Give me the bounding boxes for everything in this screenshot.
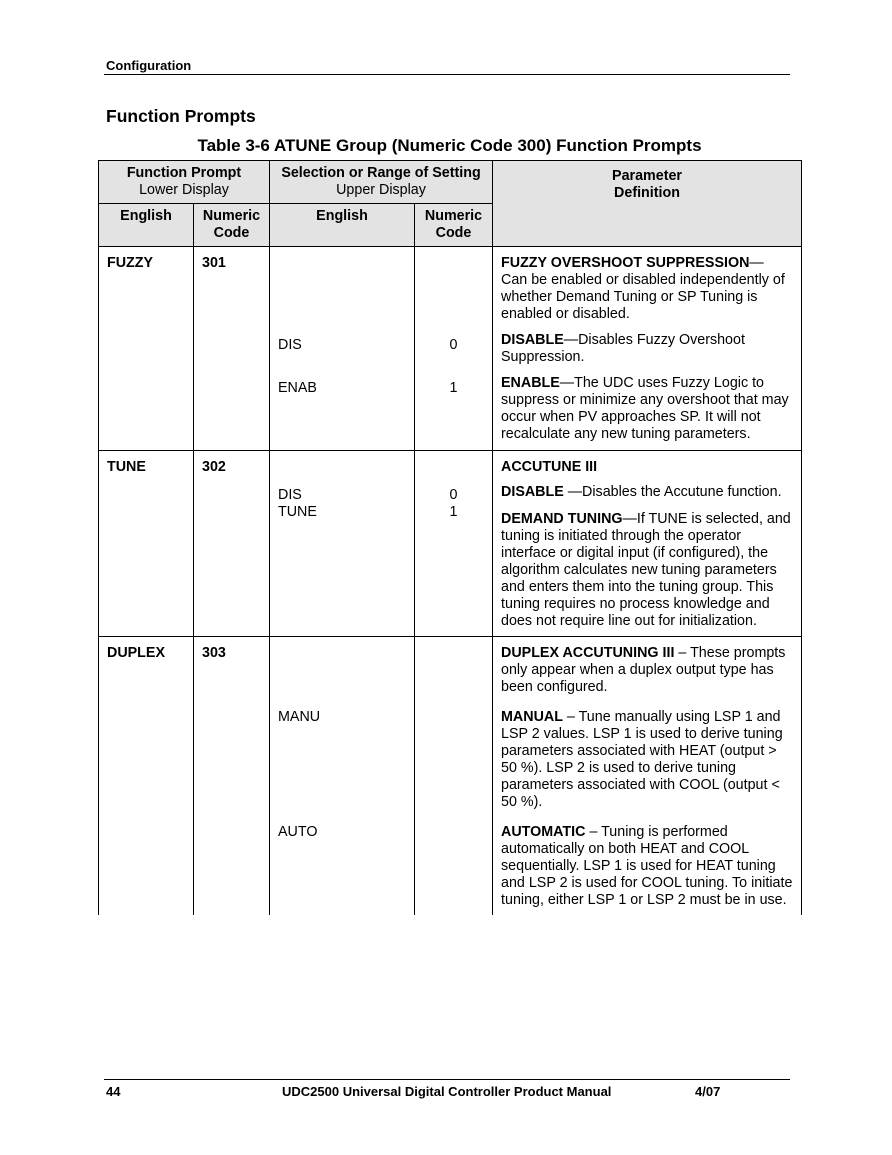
header-parameter-definition: Parameter Definition <box>493 161 802 247</box>
footer-rule <box>104 1079 790 1080</box>
header-rule <box>104 74 790 75</box>
definition: ENABLE—The UDC uses Fuzzy Logic to suppress or minimize any overshoot that may occur when PV approaches SP. It will not recalculate any new tuning parameters. <box>493 370 802 451</box>
definition: FUZZY OVERSHOOT SUPPRESSION— Can be enabled or disabled independently of whether Demand Tuning or SP Tuning is enabled or disabled. <box>493 247 802 328</box>
table-row <box>99 700 802 815</box>
option-code: 0 <box>415 327 493 370</box>
section-title: Function Prompts <box>106 106 256 126</box>
table-row <box>99 480 802 637</box>
definition: DISABLE—Disables Fuzzy Overshoot Suppression. <box>493 327 802 370</box>
prompt-name: DUPLEX <box>99 637 194 701</box>
prompt-name: FUZZY <box>99 247 194 328</box>
footer-date: 4/07 <box>695 1084 721 1099</box>
header-english-upper: English <box>270 204 415 247</box>
table-title: Table 3-6 ATUNE Group (Numeric Code 300) Function Prompts <box>197 136 702 155</box>
footer-title: UDC2500 Universal Digital Controller Product Manual <box>282 1084 612 1099</box>
table-row <box>99 451 802 481</box>
definition: MANUAL – Tune manually using LSP 1 and LSP 2 values. LSP 1 is used to derive tuning parameters associated with HEAT (output > 50 %). LSP 2 is used to derive tuning parameters associated with COOL (output < 50 %). <box>493 700 802 815</box>
header-selection: Selection or Range of Setting Upper Display <box>270 161 493 204</box>
header-function-prompt: Function Prompt Lower Display <box>99 161 270 204</box>
definition: AUTOMATIC – Tuning is performed automatically on both HEAT and COOL sequentially. LSP 1 is used for HEAT tuning and LSP 2 is used for COOL tuning. To initiate tuning, either LSP 1 or LSP 2 must be in use. <box>493 815 802 915</box>
option-code: 1 <box>415 370 493 451</box>
definition: DUPLEX ACCUTUNING III – These prompts only appear when a duplex output type has been configured. <box>493 637 802 701</box>
prompt-code: 303 <box>194 637 270 701</box>
option-english: DIS TUNE <box>270 480 415 637</box>
option-code: 0 1 <box>415 480 493 637</box>
table-row <box>99 637 802 701</box>
option-english: ENAB <box>270 370 415 451</box>
definition: ACCUTUNE III <box>493 451 802 481</box>
prompt-name: TUNE <box>99 451 194 481</box>
atune-table <box>98 160 802 915</box>
running-header: Configuration <box>106 58 192 73</box>
option-english: AUTO <box>270 815 415 915</box>
header-english-lower: English <box>99 204 194 247</box>
header-numeric-lower: Numeric Code <box>194 204 270 247</box>
table-row <box>99 327 802 370</box>
prompt-code: 302 <box>194 451 270 481</box>
option-english: MANU <box>270 700 415 815</box>
option-english: DIS <box>270 327 415 370</box>
page-number: 44 <box>106 1084 121 1099</box>
definition: DISABLE —Disables the Accutune function. DEMAND TUNING—If TUNE is selected, and tuning is initiated through the operator interface or digital input (if configured), the algorithm calculates new tuning parameters and enters them into the tuning group. This tuning requires no process knowledge and does not require line out for initialization. <box>493 480 802 637</box>
table-row <box>99 815 802 915</box>
prompt-code: 301 <box>194 247 270 328</box>
table-row <box>99 370 802 451</box>
header-numeric-upper: Numeric Code <box>415 204 493 247</box>
table-row <box>99 247 802 328</box>
